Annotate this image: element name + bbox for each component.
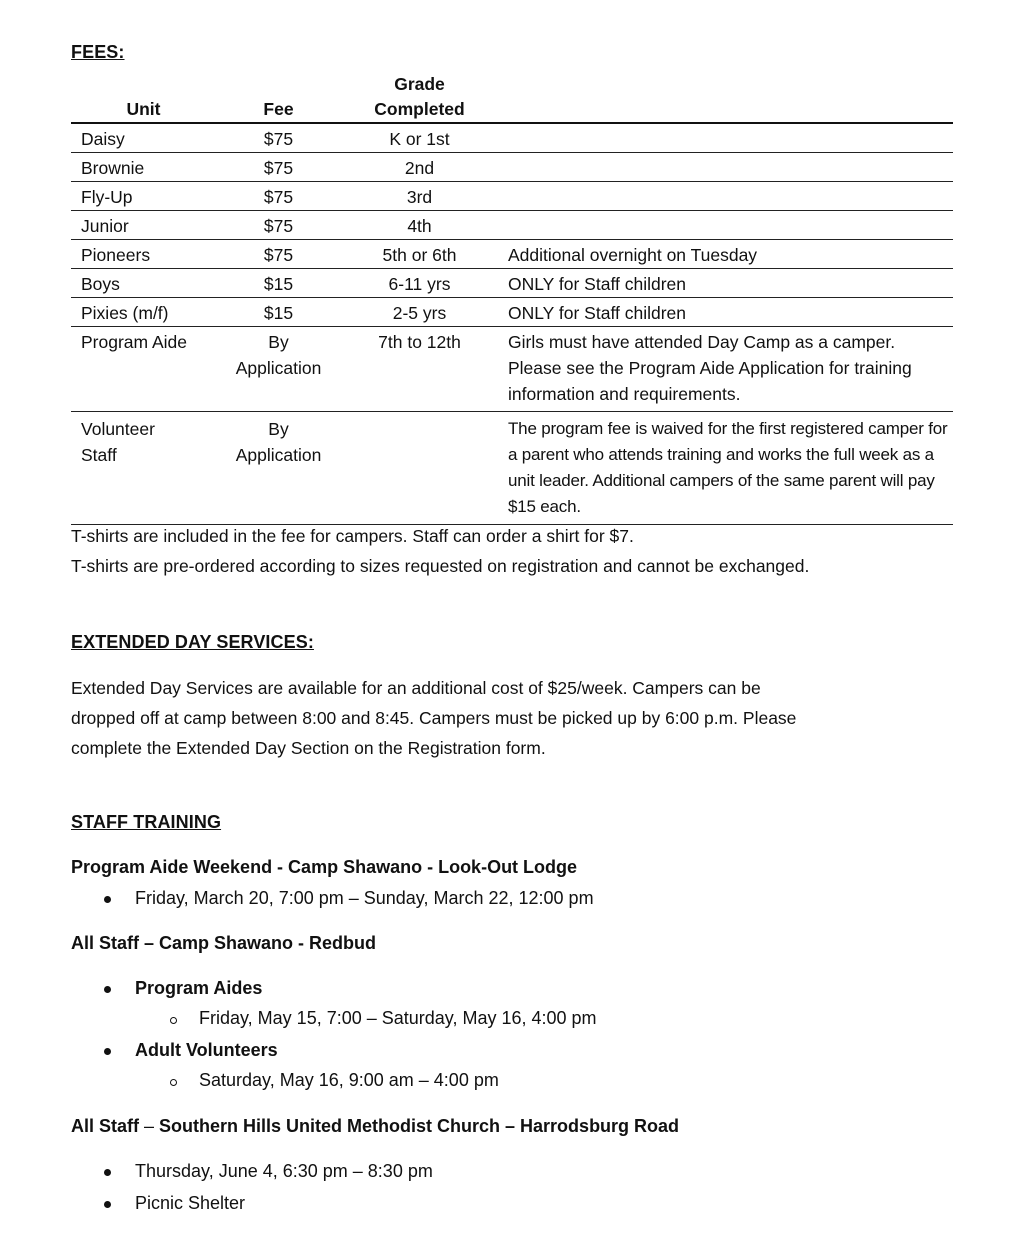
column-header-fee: Fee (263, 99, 294, 119)
unit-cell: Daisy (81, 129, 125, 149)
table-row (71, 124, 953, 153)
column-header-grade (347, 72, 492, 122)
table-row (71, 269, 953, 298)
fee-cell: $75 (263, 187, 294, 207)
bullet-icon (104, 986, 111, 993)
session-date: Friday, May 15, 7:00 – Saturday, May 16, 4:00 pm (199, 1008, 597, 1028)
grade-cell: 2nd (404, 158, 435, 178)
bullet-icon (104, 1048, 111, 1055)
group-label: Adult Volunteers (135, 1040, 278, 1060)
notes-cell: Additional overnight on Tuesday (508, 245, 758, 265)
fees-heading: FEES: (71, 42, 125, 62)
unit-cell: Program Aide (81, 332, 188, 352)
extended-day-paragraph (71, 673, 951, 763)
session-title (71, 1116, 679, 1137)
sub-bullet-icon (170, 1079, 177, 1086)
unit-cell: Pixies (m/f) (81, 303, 169, 323)
unit-cell: Volunteer Staff (81, 419, 155, 465)
tshirt-note-2: T-shirts are pre-ordered according to sizes requested on registration and cannot be exchanged. (71, 556, 810, 576)
session-location: Picnic Shelter (135, 1193, 246, 1213)
session-date: Saturday, May 16, 9:00 am – 4:00 pm (199, 1070, 499, 1090)
session-title: Program Aide Weekend - Camp Shawano - Look-Out Lodge (71, 857, 578, 877)
extended-day-heading: EXTENDED DAY SERVICES: (71, 632, 314, 652)
session-title-part: All Staff (71, 1116, 140, 1136)
table-row (71, 298, 953, 327)
notes-cell: ONLY for Staff children (508, 274, 687, 294)
fee-cell: $75 (263, 158, 294, 178)
table-row (71, 412, 953, 525)
fee-cell: $15 (263, 274, 294, 294)
fee-cell: By Application (235, 419, 322, 465)
grade-cell: 2-5 yrs (392, 303, 447, 323)
grade-cell: K or 1st (389, 129, 450, 149)
grade-cell: 6-11 yrs (388, 274, 451, 294)
notes-cell: Girls must have attended Day Camp as a camper. Please see the Program Aide Application for training information and requirements. (508, 332, 912, 404)
fees-table (71, 72, 953, 516)
session-title-separator: – (139, 1116, 160, 1136)
grade-cell: 4th (407, 216, 432, 236)
unit-cell: Boys (81, 274, 120, 294)
column-header-unit: Unit (126, 99, 161, 119)
unit-cell: Pioneers (81, 245, 151, 265)
fee-cell: $75 (263, 216, 294, 236)
fee-cell: $75 (263, 245, 294, 265)
bullet-icon (104, 896, 111, 903)
extended-day-line: dropped off at camp between 8:00 and 8:45. Campers must be picked up by 6:00 p.m. Please (71, 708, 797, 728)
column-header-grade-line1: Grade (394, 74, 445, 94)
extended-day-line: Extended Day Services are available for an additional cost of $25/week. Campers can be (71, 678, 761, 698)
group-label: Program Aides (135, 978, 263, 998)
table-row (71, 211, 953, 240)
fees-table-body (71, 124, 953, 525)
unit-cell: Junior (81, 216, 129, 236)
fee-cell: $15 (263, 303, 294, 323)
table-row (71, 153, 953, 182)
table-row (71, 327, 953, 412)
sub-bullet-icon (170, 1017, 177, 1024)
table-row (71, 240, 953, 269)
bullet-icon (104, 1201, 111, 1208)
grade-cell: 5th or 6th (382, 245, 457, 265)
session-title-part: Southern Hills United Methodist Church – Harrodsburg Road (159, 1116, 680, 1136)
unit-cell: Brownie (81, 158, 145, 178)
session-date: Friday, March 20, 7:00 pm – Sunday, March 22, 12:00 pm (135, 888, 594, 908)
fees-table-header (71, 72, 953, 122)
tshirt-note-1: T-shirts are included in the fee for campers. Staff can order a shirt for $7. (71, 526, 634, 546)
column-header-grade-line2: Completed (374, 99, 465, 119)
grade-cell: 7th to 12th (378, 332, 461, 352)
bullet-icon (104, 1169, 111, 1176)
grade-cell: 3rd (406, 187, 433, 207)
notes-cell: The program fee is waived for the first registered camper for a parent who attends training and works the full week as a unit leader. Additional campers of the same parent will pay $15 each. (508, 419, 948, 516)
unit-cell: Fly-Up (81, 187, 133, 207)
fee-cell: $75 (263, 129, 294, 149)
notes-cell: ONLY for Staff children (508, 303, 687, 323)
extended-day-line: complete the Extended Day Section on the Registration form. (71, 738, 546, 758)
table-row (71, 182, 953, 211)
staff-training-heading: STAFF TRAINING (71, 812, 222, 832)
session-title: All Staff – Camp Shawano - Redbud (71, 933, 377, 953)
session-date: Thursday, June 4, 6:30 pm – 8:30 pm (135, 1161, 433, 1181)
fee-cell: By Application (235, 332, 322, 378)
